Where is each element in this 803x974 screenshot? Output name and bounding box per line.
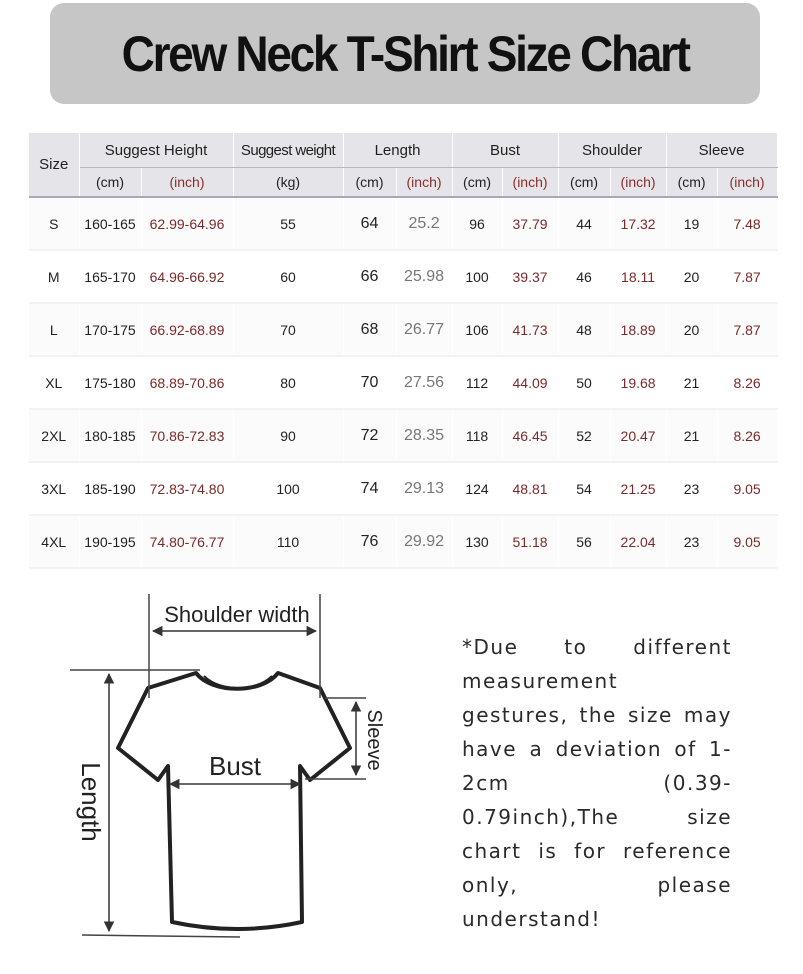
cell-bust-inch: 44.09 (502, 356, 558, 409)
table-row (29, 409, 777, 462)
table-row (29, 356, 777, 409)
cell-height-inch: 72.83-74.80 (141, 462, 233, 515)
length-label: Length (76, 762, 106, 842)
header-height: Suggest Height (79, 133, 233, 168)
cell-weight: 60 (233, 250, 343, 303)
header-size: Size (29, 133, 79, 197)
shoulder-width-label: Shoulder width (164, 602, 310, 627)
table-row (29, 250, 777, 303)
cell-sleeve-inch: 7.87 (717, 250, 777, 303)
cell-shoulder-inch: 19.68 (610, 356, 666, 409)
unit-cm: (cm) (343, 168, 396, 198)
cell-bust-inch: 51.18 (502, 515, 558, 568)
unit-kg: (kg) (233, 168, 343, 198)
cell-length-inch: 25.98 (396, 250, 452, 303)
page-title: Crew Neck T-Shirt Size Chart (121, 25, 689, 82)
cell-bust-inch: 39.37 (502, 250, 558, 303)
unit-inch: (inch) (502, 168, 558, 198)
cell-weight: 110 (233, 515, 343, 568)
unit-cm: (cm) (666, 168, 717, 198)
cell-length-inch: 26.77 (396, 303, 452, 356)
cell-sleeve-cm: 20 (666, 303, 717, 356)
cell-sleeve-cm: 19 (666, 197, 717, 250)
cell-shoulder-inch: 21.25 (610, 462, 666, 515)
cell-height-inch: 64.96-66.92 (141, 250, 233, 303)
cell-height-inch: 68.89-70.86 (141, 356, 233, 409)
cell-bust-cm: 118 (452, 409, 502, 462)
cell-height-cm: 175-180 (79, 356, 141, 409)
cell-weight: 90 (233, 409, 343, 462)
cell-height-cm: 165-170 (79, 250, 141, 303)
cell-height-inch: 74.80-76.77 (141, 515, 233, 568)
cell-size: M (29, 250, 79, 303)
cell-length-cm: 72 (343, 409, 396, 462)
header-row-labels (29, 133, 777, 168)
unit-inch: (inch) (396, 168, 452, 198)
cell-bust-inch: 46.45 (502, 409, 558, 462)
cell-bust-cm: 100 (452, 250, 502, 303)
cell-length-cm: 66 (343, 250, 396, 303)
header-row-units (29, 168, 777, 198)
cell-bust-cm: 96 (452, 197, 502, 250)
cell-bust-inch: 37.79 (502, 197, 558, 250)
cell-sleeve-cm: 20 (666, 250, 717, 303)
cell-size: L (29, 303, 79, 356)
table-row (29, 197, 777, 250)
bust-label: Bust (208, 751, 262, 781)
cell-length-inch: 29.13 (396, 462, 452, 515)
cell-sleeve-cm: 23 (666, 515, 717, 568)
cell-height-inch: 66.92-68.89 (141, 303, 233, 356)
cell-sleeve-cm: 23 (666, 462, 717, 515)
cell-height-inch: 62.99-64.96 (141, 197, 233, 250)
cell-length-inch: 25.2 (396, 197, 452, 250)
cell-weight: 100 (233, 462, 343, 515)
unit-cm: (cm) (558, 168, 610, 198)
size-chart-table (29, 133, 778, 569)
cell-shoulder-inch: 22.04 (610, 515, 666, 568)
cell-length-cm: 74 (343, 462, 396, 515)
cell-size: S (29, 197, 79, 250)
length-guide-bottom (82, 935, 240, 937)
cell-bust-inch: 48.81 (502, 462, 558, 515)
table-row (29, 462, 777, 515)
cell-bust-inch: 41.73 (502, 303, 558, 356)
measurement-note: *Due to different measurement gestures, the size may have a deviation of 1-2cm (0.39-0.79inch),The size chart is for reference only, please understand! (462, 635, 732, 931)
cell-sleeve-inch: 8.26 (717, 409, 777, 462)
cell-bust-cm: 112 (452, 356, 502, 409)
cell-height-inch: 70.86-72.83 (141, 409, 233, 462)
cell-sleeve-inch: 7.87 (717, 303, 777, 356)
unit-inch: (inch) (610, 168, 666, 198)
cell-length-cm: 76 (343, 515, 396, 568)
cell-shoulder-inch: 20.47 (610, 409, 666, 462)
table-row (29, 303, 777, 356)
cell-shoulder-cm: 52 (558, 409, 610, 462)
cell-length-inch: 28.35 (396, 409, 452, 462)
cell-size: 2XL (29, 409, 79, 462)
cell-shoulder-inch: 18.89 (610, 303, 666, 356)
cell-shoulder-cm: 54 (558, 462, 610, 515)
header-sleeve: Sleeve (666, 133, 777, 168)
cell-height-cm: 160-165 (79, 197, 141, 250)
cell-bust-cm: 124 (452, 462, 502, 515)
cell-height-cm: 190-195 (79, 515, 141, 568)
header-shoulder: Shoulder (558, 133, 666, 168)
header-length: Length (343, 133, 452, 168)
cell-bust-cm: 106 (452, 303, 502, 356)
cell-length-cm: 70 (343, 356, 396, 409)
cell-size: 3XL (29, 462, 79, 515)
cell-shoulder-cm: 46 (558, 250, 610, 303)
cell-height-cm: 180-185 (79, 409, 141, 462)
header-weight: Suggest weight (233, 133, 343, 168)
cell-length-inch: 29.92 (396, 515, 452, 568)
cell-shoulder-cm: 48 (558, 303, 610, 356)
unit-cm: (cm) (79, 168, 141, 198)
unit-cm: (cm) (452, 168, 502, 198)
unit-inch: (inch) (717, 168, 777, 198)
cell-bust-cm: 130 (452, 515, 502, 568)
cell-sleeve-inch: 9.05 (717, 462, 777, 515)
cell-weight: 80 (233, 356, 343, 409)
cell-length-cm: 68 (343, 303, 396, 356)
cell-height-cm: 185-190 (79, 462, 141, 515)
tshirt-measurement-diagram (0, 570, 460, 974)
cell-size: XL (29, 356, 79, 409)
cell-shoulder-cm: 50 (558, 356, 610, 409)
cell-sleeve-cm: 21 (666, 409, 717, 462)
unit-inch: (inch) (141, 168, 233, 198)
cell-shoulder-cm: 56 (558, 515, 610, 568)
table-row (29, 515, 777, 568)
cell-shoulder-inch: 17.32 (610, 197, 666, 250)
sleeve-label: Sleeve (363, 709, 385, 771)
tshirt-outline (118, 673, 350, 929)
cell-weight: 55 (233, 197, 343, 250)
header-bust: Bust (452, 133, 558, 168)
cell-length-cm: 64 (343, 197, 396, 250)
cell-sleeve-inch: 7.48 (717, 197, 777, 250)
cell-shoulder-cm: 44 (558, 197, 610, 250)
cell-weight: 70 (233, 303, 343, 356)
title-banner (50, 3, 760, 104)
cell-height-cm: 170-175 (79, 303, 141, 356)
cell-length-inch: 27.56 (396, 356, 452, 409)
cell-sleeve-cm: 21 (666, 356, 717, 409)
cell-sleeve-inch: 8.26 (717, 356, 777, 409)
cell-size: 4XL (29, 515, 79, 568)
cell-shoulder-inch: 18.11 (610, 250, 666, 303)
cell-sleeve-inch: 9.05 (717, 515, 777, 568)
